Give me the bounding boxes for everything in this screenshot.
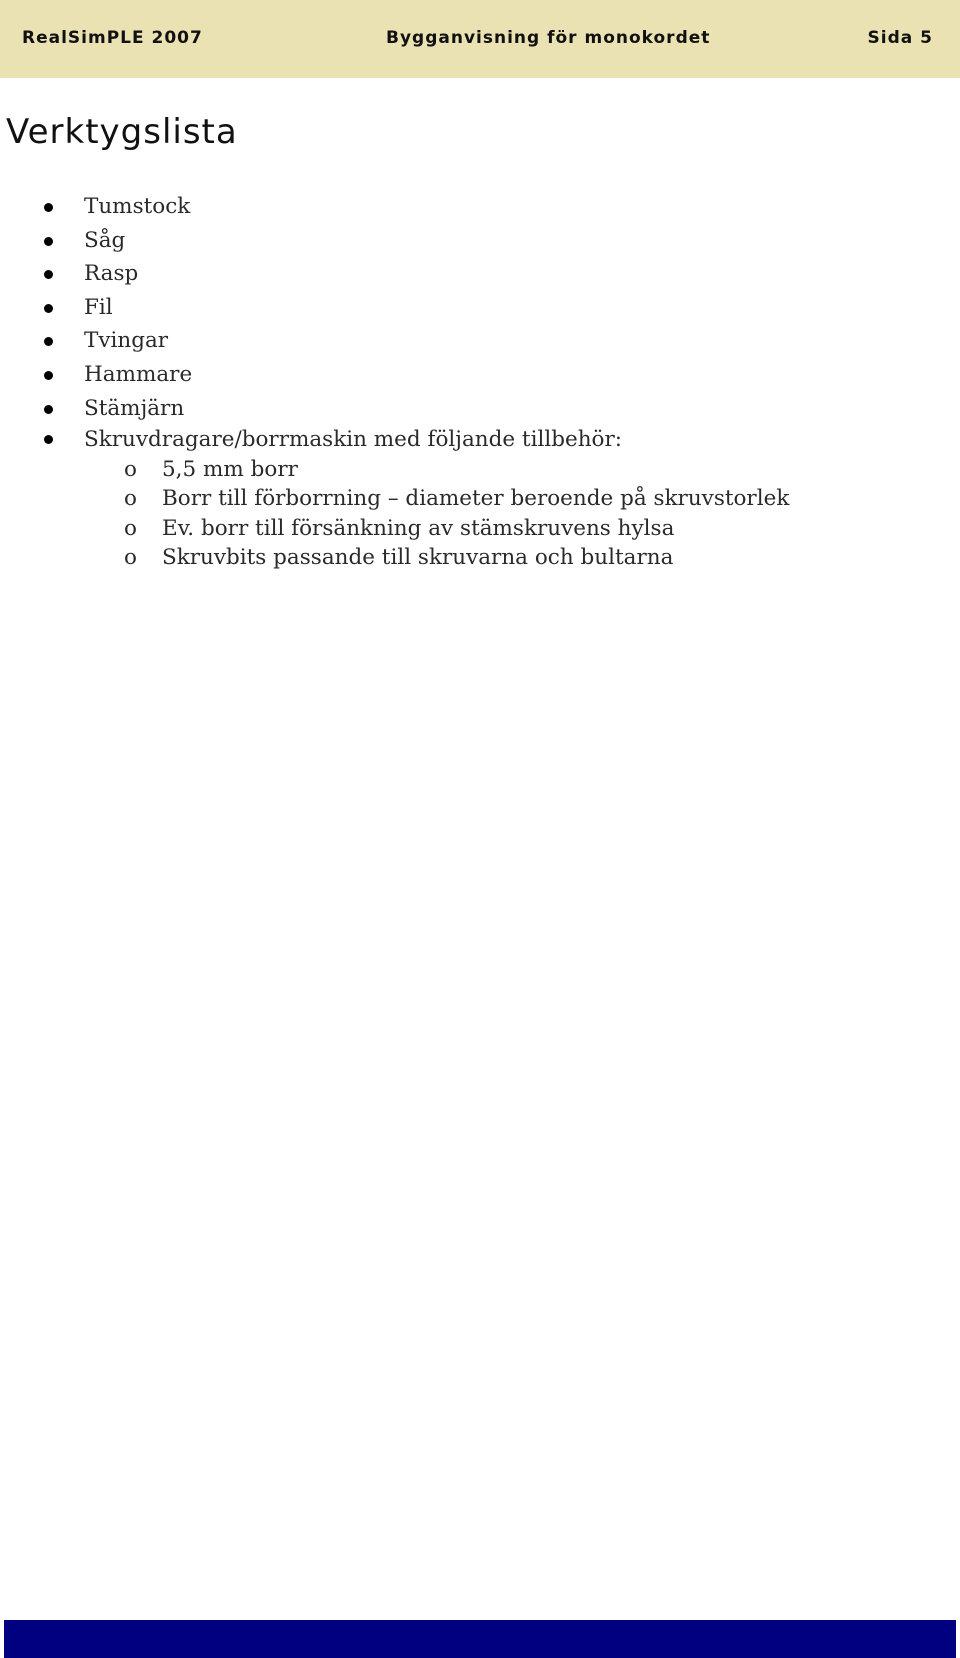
list-item — [0, 190, 789, 224]
header-project-name: RealSimPLE 2007 — [22, 28, 203, 48]
sub-list-item — [0, 455, 789, 485]
sub-list-item — [0, 543, 789, 573]
list-item — [0, 392, 789, 426]
circle-bullet-icon: o — [124, 545, 137, 571]
list-item-label: Tvingar — [84, 328, 169, 354]
accessory-list — [84, 455, 789, 573]
list-item-label: Rasp — [84, 261, 139, 287]
list-item — [0, 224, 789, 258]
sub-list-item-label: Skruvbits passande till skruvarna och bultarna — [162, 545, 674, 571]
sub-list-item-label: Borr till förborrning – diameter beroende på skruvstorlek — [162, 486, 790, 512]
bullet-icon — [44, 203, 53, 212]
bullet-icon — [44, 405, 53, 414]
list-item — [0, 425, 789, 573]
list-item-label: Fil — [84, 294, 113, 320]
list-item-label: Såg — [84, 227, 126, 253]
list-item-label: Hammare — [84, 361, 193, 387]
bullet-icon — [44, 337, 53, 346]
bullet-icon — [44, 270, 53, 279]
list-item — [0, 358, 789, 392]
bullet-icon — [44, 237, 53, 246]
circle-bullet-icon: o — [124, 456, 137, 482]
circle-bullet-icon: o — [124, 515, 137, 541]
bullet-icon — [44, 304, 53, 313]
bullet-icon — [44, 435, 53, 444]
list-item — [0, 324, 789, 358]
sub-list-item — [0, 484, 789, 514]
list-item-label: Tumstock — [84, 194, 191, 219]
tool-list — [0, 190, 789, 573]
list-item — [0, 257, 789, 291]
bullet-icon — [44, 371, 53, 380]
circle-bullet-icon: o — [124, 486, 137, 512]
list-item-label: Skruvdragare/borrmaskin med följande tillbehör: — [84, 427, 623, 453]
page-title: Verktygslista — [6, 112, 238, 152]
page-footer-bar — [4, 1620, 956, 1658]
list-item-label: Stämjärn — [84, 395, 185, 421]
sub-list-item — [0, 514, 789, 544]
sub-list-item-label: Ev. borr till försänkning av stämskruvens hylsa — [162, 515, 675, 541]
list-item — [0, 291, 789, 325]
header-page-number: Sida 5 — [867, 28, 933, 48]
page-header — [0, 0, 960, 78]
header-document-title: Bygganvisning för monokordet — [386, 28, 711, 48]
sub-list-item-label: 5,5 mm borr — [162, 456, 298, 482]
